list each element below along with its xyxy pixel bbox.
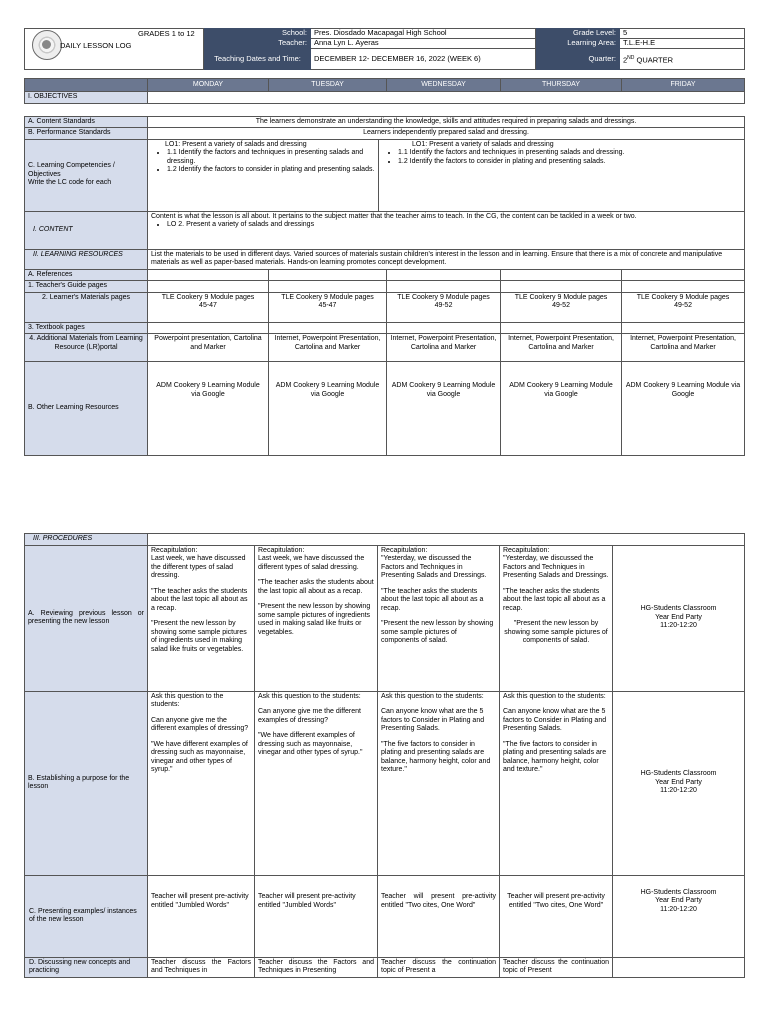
am-monday: Powerpoint presentation, Cartolina and Marker [148,334,269,362]
lm-thursday [501,292,622,322]
a-text: Recapitulation: [151,546,198,554]
row-a-label: A. Reviewing previous lesson or presenting the new lesson [25,545,148,691]
a-text: "The teacher asks the students about the last topic all about as a recap. [381,587,484,612]
friday-text: 11:20-12:20 [660,905,697,913]
content-label: I. CONTENT [25,211,148,249]
textbook-row [25,322,745,334]
row-a-reviewing [25,545,745,691]
friday-text: 11:20-12:20 [660,787,697,795]
a-thursday [500,545,613,691]
lesson-log-table [24,78,745,456]
a-tuesday [255,545,378,691]
content-standards-label: A. Content Standards [25,116,148,128]
a-text: "Present the new lesson by showing some sample pictures of components of salad. [381,620,494,644]
performance-standards-row [25,128,745,140]
d-tuesday: Teacher discuss the Factors and Techniques in Presenting [255,957,378,977]
cell [148,322,269,334]
b-text: "We have different examples of dressing such as mayonnaise, vinegar and other types of syrup." [151,740,248,773]
procedures-blank [148,534,745,546]
row-c-examples [25,875,745,957]
days-header-row [25,79,745,92]
a-friday [613,545,745,691]
day-friday: FRIDAY [622,79,745,92]
grade-level-value: 5 [620,29,745,39]
olr-monday: ADM Cookery 9 Learning Module via Google [148,362,269,456]
b-text: Ask this question to the students: [503,692,606,700]
other-resources-label: B. Other Learning Resources [25,362,148,456]
b-text: Can anyone know what are the 5 factors to Consider in Plating and Presenting Salads. [503,708,607,732]
learners-materials-label: 2. Learner's Materials pages [25,292,148,322]
spacer-row [25,103,745,116]
cell [622,281,745,293]
a-text: Last week, we have discussed the different types of salad dressing. [258,555,365,571]
cell [269,281,387,293]
lc-right-item: • 1.2 Identify the factors to consider in plating and presenting salads. [398,158,741,167]
lc-label-main: C. Learning Competencies / Objectives [28,162,115,178]
lc-label-sub: Write the LC code for each [28,179,112,187]
content-cell [148,211,745,249]
b-text: Ask this question to the students: [151,692,224,708]
a-text: "Present the new lesson by showing some sample pictures of ingredients used in making salad like fruits or vegetables. [151,620,247,653]
d-thursday: Teacher discuss the continuation topic of Present [500,957,613,977]
d-wednesday: Teacher discuss the continuation topic of Present a [378,957,500,977]
references-row [25,269,745,281]
friday-text: HG-Students Classroom [640,605,717,613]
lc-right-item: • 1.1 Identify the factors and techniques in presenting salads and dressing. [398,149,741,158]
b-wednesday [378,691,500,875]
b-text: "The five factors to consider in plating and presenting salads are balance, harmony height, color and texture." [503,740,607,773]
c-monday: Teacher will present pre-activity entitled "Jumbled Words" [148,875,255,957]
cell [501,281,622,293]
lc-right-cell [379,139,745,211]
lc-right-title: LO1: Present a variety of salads and dressing [412,140,554,148]
friday-text: Year End Party [655,778,702,786]
row-c-label: C. Presenting examples/ instances of the new lesson [25,875,148,957]
olr-friday: ADM Cookery 9 Learning Module via Google [622,362,745,456]
lm-title: TLE Cookery 9 Module pages [281,293,374,301]
lm-pages: 45-47 [199,302,217,309]
cell [622,322,745,334]
lm-pages: 49-52 [552,302,570,309]
cell [622,269,745,281]
day-monday: MONDAY [148,79,269,92]
b-text: Ask this question to the students: [258,692,361,700]
grades-label: GRADES 1 to 12 [138,29,195,38]
a-text: "The teacher asks the students about the last topic all about as a recap. [258,579,374,595]
days-header-blank [25,79,148,92]
a-wednesday [378,545,500,691]
procedures-label: III. PROCEDURES [25,534,148,546]
b-thursday [500,691,613,875]
lm-pages: 49-52 [674,302,692,309]
friday-text: HG-Students Classroom [640,888,717,896]
a-monday [148,545,255,691]
friday-text: Year End Party [655,897,702,905]
lm-title: TLE Cookery 9 Module pages [161,293,255,301]
additional-materials-row [25,334,745,362]
a-text: Recapitulation: [381,546,428,554]
lm-pages: 45-47 [318,302,337,309]
content-standards-row [25,116,745,128]
cell [148,281,269,293]
spacer [25,103,745,116]
objectives-blank [148,92,745,104]
quarter-number: 2 [623,55,628,65]
quarter-text: QUARTER [634,55,674,65]
lm-pages: 49-52 [434,302,453,309]
friday-text: 11:20-12:20 [660,622,697,630]
lc-left-item: • 1.2 Identify the factors to consider in plating and presenting salads. [167,166,375,175]
learning-competencies-label [25,139,148,211]
other-resources-row [25,362,745,456]
teaching-dates-label: Teaching Dates and Time: [205,49,311,70]
day-tuesday: TUESDAY [269,79,387,92]
quarter-label: Quarter: [536,49,620,70]
teacher-value: Anna Lyn L. Ayeras [311,39,536,49]
learning-resources-label: II. LEARNING RESOURCES [25,249,148,269]
row-d-label: D. Discussing new concepts and practicing [25,957,148,977]
teacher-label: Teacher: [205,39,311,49]
textbook-label: 3. Textbook pages [25,322,148,334]
objectives-label: I. OBJECTIVES [25,92,148,104]
a-text: "The teacher asks the students about the last topic all about as a recap. [503,587,606,612]
performance-standards-value: Learners independently prepared salad and dressing. [148,128,745,140]
quarter-suffix: ND [627,54,635,61]
learning-resources-note: List the materials to be used in different days. Varied sources of materials sustain children's interest in the lesson and in learning. Ensure that there is a mix of concrete and manipulative materials as well as paper-based materials. Hands-on learning promotes concept development. [148,249,745,269]
lm-wednesday [387,292,501,322]
cell [148,269,269,281]
lm-monday [148,292,269,322]
b-text: Can anyone know what are the 5 factors to Consider in Plating and Presenting Salads. [381,708,485,732]
header-info-table [204,28,745,70]
d-friday [613,957,745,977]
a-text: "Present the new lesson by showing some sample pictures of ingredients used in making salad like fruits or vegetables. [258,603,371,636]
lc-left-item: • 1.1 Identify the factors and techniques in presenting salads and dressing. [167,149,375,166]
cell [387,269,501,281]
day-wednesday: WEDNESDAY [387,79,501,92]
row-b-label: B. Establishing a purpose for the lesson [25,691,148,875]
references-label: A. References [25,269,148,281]
a-text: "Yesterday, we discussed the Factors and Techniques in Presenting Salads and Dressings. [381,555,487,579]
d-monday: Teacher discuss the Factors and Techniques in [148,957,255,977]
learning-area-value: T.L.E-H.E [620,39,745,49]
performance-standards-label: B. Performance Standards [25,128,148,140]
a-text: "The teacher asks the students about the last topic all about as a recap. [151,587,248,612]
lm-title: TLE Cookery 9 Module pages [397,293,490,301]
lm-tuesday [269,292,387,322]
b-text: "We have different examples of dressing such as mayonnaise, vinegar and other types of syrup." [258,732,363,756]
learning-area-label: Learning Area: [536,39,620,49]
b-text: Can anyone give me the different examples of dressing? [151,716,249,732]
b-text: "The five factors to consider in plating and presenting salads are balance, harmony height, color and texture." [381,740,491,773]
c-friday [613,875,745,957]
teaching-dates-value: DECEMBER 12- DECEMBER 16, 2022 (WEEK 6) [311,49,536,70]
a-text: Last week, we have discussed the different types of salad dressing. [151,555,246,579]
day-thursday: THURSDAY [501,79,622,92]
lc-left-cell [148,139,379,211]
cell [501,269,622,281]
objectives-row [25,92,745,104]
row-b-purpose [25,691,745,875]
b-text: Can anyone give me the different examples of dressing? [258,708,361,724]
teachers-guide-label: 1. Teacher's Guide pages [25,281,148,293]
grade-level-label: Grade Level: [536,29,620,39]
learning-competencies-row [25,139,745,211]
procedures-table [24,533,745,978]
cell [501,322,622,334]
quarter-value [620,49,745,70]
deped-seal-icon [32,30,62,60]
b-monday [148,691,255,875]
row-d-discussing [25,957,745,977]
a-text: "Present the new lesson by showing some sample pictures of components of salad. [504,620,608,644]
teachers-guide-row [25,281,745,293]
cell [387,281,501,293]
content-note: Content is what the lesson is all about. It pertains to the subject matter that the teacher aims to teach. In the CG, the content can be tackled in a week or two. [151,212,637,220]
content-item: • LO 2. Present a variety of salads and dressings [167,221,741,230]
lm-title: TLE Cookery 9 Module pages [636,293,730,301]
lm-friday [622,292,745,322]
friday-text: Year End Party [655,613,702,621]
procedures-header-row [25,534,745,546]
additional-materials-label: 4. Additional Materials from Learning Resource (LR)portal [25,334,148,362]
cell [269,322,387,334]
olr-tuesday: ADM Cookery 9 Learning Module via Google [269,362,387,456]
a-text: "Yesterday, we discussed the Factors and Techniques in Presenting Salads and Dressings. [503,555,609,579]
learning-resources-row [25,249,745,269]
a-text: Recapitulation: [258,546,305,554]
school-value: Pres. Diosdado Macapagal High School [311,29,536,39]
cell [387,322,501,334]
am-tuesday: Internet, Powerpoint Presentation, Cartolina and Marker [269,334,387,362]
a-text: Recapitulation: [503,546,550,554]
b-friday [613,691,745,875]
daily-lesson-log-title: DAILY LESSON LOG [60,41,132,50]
olr-wednesday: ADM Cookery 9 Learning Module via Google [387,362,501,456]
content-standards-value: The learners demonstrate an understanding the knowledge, skills and attitudes required in preparing salads and dressings. [148,116,745,128]
c-wednesday: Teacher will present pre-activity entitled "Two cites, One Word" [378,875,500,957]
lc-left-title: LO1: Present a variety of salads and dressing [165,140,307,148]
am-wednesday: Internet, Powerpoint Presentation, Cartolina and Marker [387,334,501,362]
olr-thursday: ADM Cookery 9 Learning Module via Google [501,362,622,456]
school-label: School: [205,29,311,39]
am-friday: Internet, Powerpoint Presentation, Cartolina and Marker [622,334,745,362]
am-thursday: Internet, Powerpoint Presentation, Cartolina and Marker [501,334,622,362]
content-row [25,211,745,249]
c-tuesday: Teacher will present pre-activity entitled "Jumbled Words" [255,875,378,957]
c-thursday: Teacher will present pre-activity entitled "Two cites, One Word" [500,875,613,957]
lm-title: TLE Cookery 9 Module pages [514,293,608,301]
b-tuesday [255,691,378,875]
cell [269,269,387,281]
b-text: Ask this question to the students: [381,692,484,700]
learners-materials-row [25,292,745,322]
friday-text: HG-Students Classroom [640,770,717,778]
